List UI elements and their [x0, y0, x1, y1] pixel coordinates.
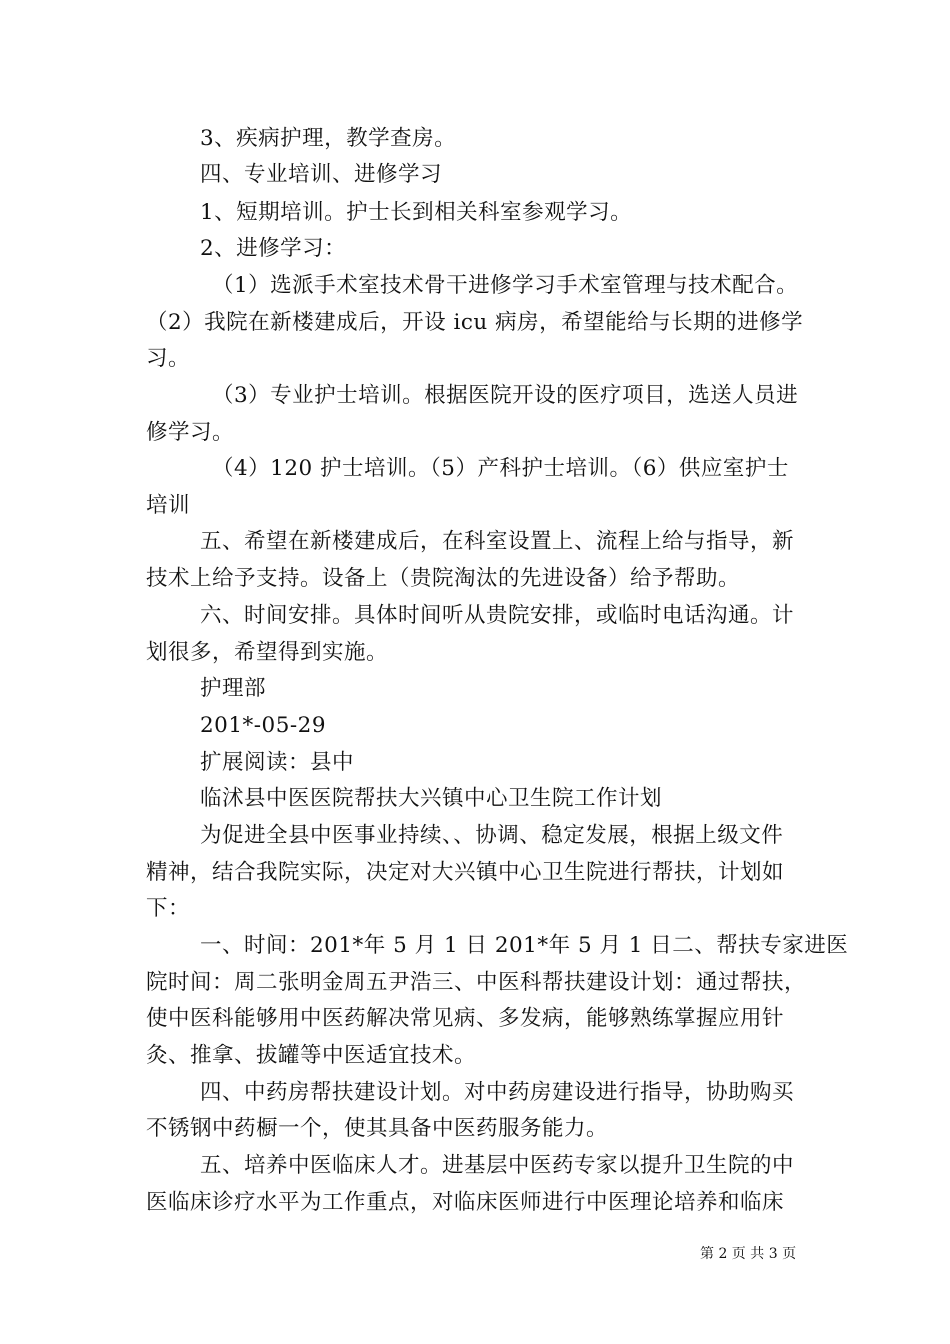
signature-date: 201*-05-29 — [200, 713, 327, 738]
text-line: 院时间：周二张明金周五尹浩三、中医科帮扶建设计划：通过帮扶， — [146, 970, 807, 995]
text-line: 技术上给予支持。设备上（贵院淘汰的先进设备）给予帮助。 — [146, 566, 741, 591]
text-line: 下： — [146, 896, 191, 921]
text-line: 四、专业培训、进修学习 — [200, 162, 443, 187]
text-line: （4）120 护士培训。（5）产科护士培训。（6）供应室护士 — [212, 456, 789, 481]
text-line: （3）专业护士培训。根据医院开设的医疗项目，选送人员进 — [212, 383, 799, 408]
page-number: 第 2 页 共 3 页 — [700, 1246, 797, 1262]
text-line: 培训 — [146, 493, 191, 518]
text-line: （2）我院在新楼建成后，开设 icu 病房，希望能给与长期的进修学 — [146, 310, 804, 335]
section-title: 临沭县中医医院帮扶大兴镇中心卫生院工作计划 — [200, 786, 663, 811]
text-line: 扩展阅读：县中 — [200, 750, 355, 775]
text-line: 六、时间安排。具体时间听从贵院安排，或临时电话沟通。计 — [200, 603, 795, 628]
text-line: 精神，结合我院实际，决定对大兴镇中心卫生院进行帮扶，计划如 — [146, 860, 785, 885]
text-line: 3、疾病护理，教学查房。 — [200, 126, 457, 151]
signature-dept: 护理部 — [200, 676, 267, 701]
text-line: （1）选派手术室技术骨干进修学习手术室管理与技术配合。 — [212, 273, 799, 298]
text-line: 1、短期培训。护士长到相关科室参观学习。 — [200, 200, 633, 225]
text-line: 五、培养中医临床人才。进基层中医药专家以提升卫生院的中 — [200, 1153, 795, 1178]
text-line: 四、中药房帮扶建设计划。对中药房建设进行指导，协助购买 — [200, 1080, 795, 1105]
text-line: 一、时间：201*年 5 月 1 日 201*年 5 月 1 日二、帮扶专家进医 — [200, 933, 849, 958]
text-line: 2、进修学习： — [200, 236, 347, 261]
text-line: 五、希望在新楼建成后，在科室设置上、流程上给与指导，新 — [200, 529, 795, 554]
text-line: 习。 — [146, 346, 191, 371]
text-line: 修学习。 — [146, 420, 235, 445]
text-line: 医临床诊疗水平为工作重点，对临床医师进行中医理论培养和临床 — [146, 1190, 785, 1215]
text-line: 使中医科能够用中医药解决常见病、多发病，能够熟练掌握应用针 — [146, 1006, 785, 1031]
text-line: 划很多，希望得到实施。 — [146, 640, 389, 665]
text-line: 为促进全县中医事业持续、、协调、稳定发展，根据上级文件 — [200, 823, 784, 848]
text-line: 不锈钢中药橱一个，使其具备中医药服务能力。 — [146, 1116, 609, 1141]
text-line: 灸、推拿、拔罐等中医适宜技术。 — [146, 1043, 477, 1068]
